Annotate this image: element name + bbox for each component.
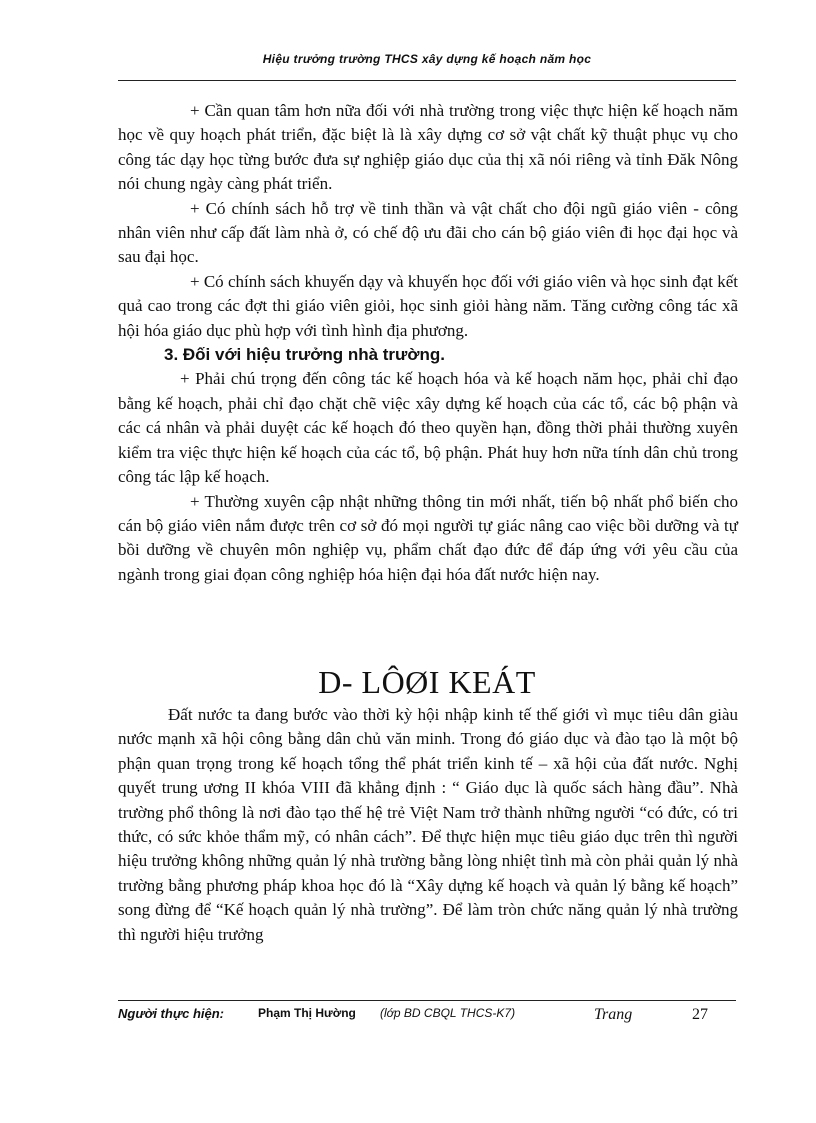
author-label: Người thực hiện: <box>118 1006 225 1021</box>
page-number: 27 <box>692 1006 708 1023</box>
paragraph: Đất nước ta đang bước vào thời kỳ hội nhập kinh tế thế giới vì mục tiêu dân giàu nước mạnh xã hội công bằng dân chủ văn minh. Trong đó giáo dục và đào tạo là một bộ phận quan trọng trong kế hoạch tổng thể phát triển kinh tế – xã hội của đất nước. Nghị quyết trung ương II khóa VIII đã khẳng định : “ Giáo dục là quốc sách hàng đầu”. Nhà trường phổ thông là nơi đào tạo thế hệ trẻ Việt Nam trở thành những người “có đức, có tri thức, có sức khỏe thẩm mỹ, có nhân cách”. Để thực hiện mục tiêu giáo dục trên thì người hiệu trưởng không những quản lý nhà trường bằng lòng nhiệt tình mà còn phải quản lý nhà trường bằng phương pháp khoa học đó là “Xây dựng kế hoạch và quản lý bằng kế hoạch” song đừng để “Kế hoạch quản lý nhà trường”. Để làm tròn chức năng quản lý nhà trường thì người hiệu trưởng <box>118 705 738 944</box>
recommendations-body <box>118 99 738 587</box>
paragraph: + Cần quan tâm hơn nữa đối với nhà trường trong việc thực hiện kế hoạch năm học về quy hoạch phát triển, đặc biệt là là xây dựng cơ sở vật chất kỹ thuật phục vụ cho công tác dạy học từng bước đưa sự nghiệp giáo dục của thị xã nói riêng và tỉnh Đăk Nông nói chung ngày càng phát triển. <box>118 101 738 194</box>
author-class: (lớp BD CBQL THCS-K7) <box>380 1006 516 1020</box>
paragraph: + Phải chú trọng đến công tác kế hoạch hóa và kế hoạch năm học, phải chỉ đạo bằng kế hoạch, phải chỉ đạo chặt chẽ việc xây dựng kế hoạch của các tổ, các bộ phận và các cá nhân và phải duyệt các kế hoạch đó theo quyền hạn, đồng thời phải thường xuyên kiểm tra việc thực hiện kế hoạch của các tổ, bộ phận. Phát huy hơn nữa tính dân chủ trong công tác lập kế hoạch. <box>118 369 738 487</box>
footer-divider <box>118 1000 736 1001</box>
paragraph: + Có chính sách khuyến dạy và khuyến học đối với giáo viên và học sinh đạt kết quả cao trong các đợt thi giáo viên giỏi, học sinh giỏi hàng năm. Tăng cường công tác xã hội hóa giáo dục phù hợp với tình hình địa phương. <box>118 271 738 340</box>
author-name: Phạm Thị Hường <box>258 1006 356 1020</box>
section-title: D- LÔØI KEÁT <box>318 664 536 700</box>
running-header: Hiệu trưởng trường THCS xây dựng kế hoạch năm học <box>262 52 592 66</box>
running-footer <box>118 1006 736 1028</box>
page-label: Trang <box>594 1006 633 1023</box>
paragraph: + Thường xuyên cập nhật những thông tin mới nhất, tiến bộ nhất phổ biến cho cán bộ giáo viên nắm được trên cơ sở đó mọi người tự giác nâng cao việc bồi dưỡng và tự bồi dưỡng về chuyên môn nghiệp vụ, phẩm chất đạo đức để đáp ứng với yêu cầu của ngành trong giai đọan công nghiệp hóa hiện đại hóa đất nước hiện nay. <box>118 491 738 584</box>
conclusion-body <box>118 703 738 947</box>
subsection-heading: 3. Đối với hiệu trưởng nhà trường. <box>164 345 445 365</box>
header-divider <box>118 80 736 81</box>
paragraph: + Có chính sách hỗ trợ về tinh thần và vật chất cho đội ngũ giáo viên - công nhân viên như cấp đất làm nhà ở, có chế độ ưu đãi cho cán bộ giáo viên đi học đại học và sau đại học. <box>118 198 738 267</box>
